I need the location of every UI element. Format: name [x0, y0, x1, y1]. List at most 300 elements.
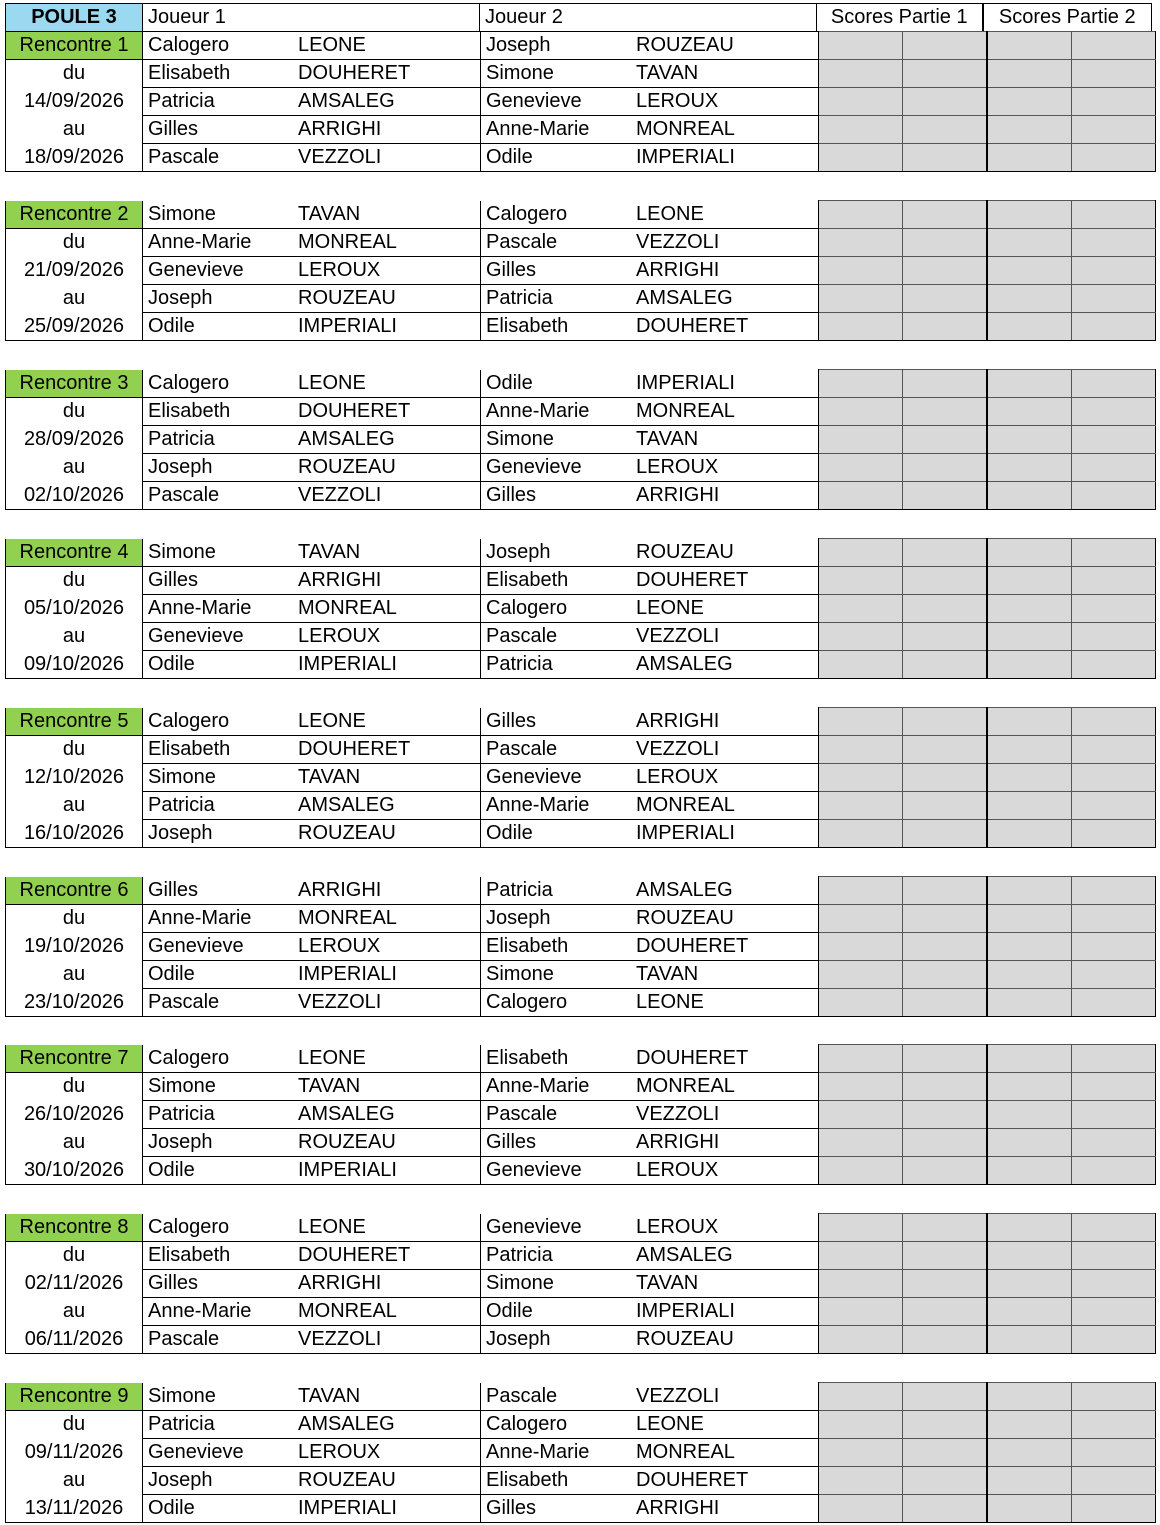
score-p1-game2-cell[interactable]: [987, 1242, 1072, 1270]
player1-first-name: Genevieve: [143, 623, 299, 651]
score-p1-game1-cell[interactable]: [819, 1242, 903, 1270]
score-p2-game1-cell[interactable]: [903, 539, 988, 567]
score-p2-game2-cell[interactable]: [1072, 257, 1156, 285]
score-p1-game1-cell[interactable]: [819, 1157, 903, 1185]
player2-last-name: LEROUX: [636, 454, 819, 482]
player2-first-name: Anne-Marie: [481, 398, 637, 426]
match-row: [6, 905, 1156, 933]
score-p1-game2-cell[interactable]: [987, 1383, 1072, 1411]
score-p1-game1-cell[interactable]: [819, 651, 903, 679]
player2-last-name: DOUHERET: [636, 1467, 819, 1495]
score-p1-game1-cell[interactable]: [819, 60, 903, 88]
score-p1-game1-cell[interactable]: [819, 1495, 903, 1523]
score-p1-game1-cell[interactable]: [819, 1383, 903, 1411]
end-date: 25/09/2026: [6, 313, 143, 341]
score-p1-game2-cell[interactable]: [987, 1073, 1072, 1101]
score-p1-game1-cell[interactable]: [819, 370, 903, 398]
score-p2-game2-cell[interactable]: [1072, 736, 1156, 764]
score-p2-game2-cell[interactable]: [1072, 905, 1156, 933]
score-p2-game1-cell[interactable]: [903, 1326, 988, 1354]
player1-first-name: Simone: [143, 1073, 299, 1101]
score-p1-game1-cell[interactable]: [819, 1214, 903, 1242]
player1-first-name: Genevieve: [143, 1439, 299, 1467]
score-p2-game1-cell[interactable]: [903, 1101, 988, 1129]
score-p2-game2-cell[interactable]: [1072, 1439, 1156, 1467]
player2-last-name: VEZZOLI: [636, 1383, 819, 1411]
player2-last-name: LEONE: [636, 1411, 819, 1439]
score-p1-game2-cell[interactable]: [987, 398, 1072, 426]
player2-first-name: Odile: [481, 820, 637, 848]
score-p2-game1-cell[interactable]: [903, 961, 988, 989]
score-p1-game2-cell[interactable]: [987, 313, 1072, 341]
score-p1-game1-cell[interactable]: [819, 285, 903, 313]
score-p2-game1-cell[interactable]: [903, 1045, 988, 1073]
score-p1-game1-cell[interactable]: [819, 933, 903, 961]
score-p1-game1-cell[interactable]: [819, 1326, 903, 1354]
score-p1-game1-cell[interactable]: [819, 144, 903, 172]
score-p2-game2-cell[interactable]: [1072, 567, 1156, 595]
player2-first-name: Joseph: [481, 1326, 637, 1354]
player1-last-name: IMPERIALI: [298, 313, 481, 341]
score-p2-game2-cell[interactable]: [1072, 989, 1156, 1017]
score-p1-game1-cell[interactable]: [819, 482, 903, 510]
player2-first-name: Simone: [481, 60, 637, 88]
score-p2-game2-cell[interactable]: [1072, 144, 1156, 172]
player2-first-name: Gilles: [481, 1129, 637, 1157]
score-p2-game1-cell[interactable]: [903, 820, 988, 848]
score-p2-game1-cell[interactable]: [903, 708, 988, 736]
player1-last-name: VEZZOLI: [298, 482, 481, 510]
score-p1-game1-cell[interactable]: [819, 116, 903, 144]
score-p2-game1-cell[interactable]: [903, 1073, 988, 1101]
score-p1-game2-cell[interactable]: [987, 877, 1072, 905]
player2-last-name: IMPERIALI: [636, 1298, 819, 1326]
score-p2-game2-cell[interactable]: [1072, 88, 1156, 116]
match-row: [6, 1383, 1156, 1411]
round-table: [5, 538, 1156, 679]
score-p2-game2-cell[interactable]: [1072, 764, 1156, 792]
score-p2-game1-cell[interactable]: [903, 1129, 988, 1157]
score-p2-game2-cell[interactable]: [1072, 877, 1156, 905]
score-p1-game2-cell[interactable]: [987, 708, 1072, 736]
player1-last-name: DOUHERET: [298, 398, 481, 426]
score-p1-game1-cell[interactable]: [819, 257, 903, 285]
score-p1-game1-cell[interactable]: [819, 1101, 903, 1129]
score-p1-game2-cell[interactable]: [987, 32, 1072, 60]
player1-last-name: TAVAN: [298, 764, 481, 792]
round-label: Rencontre 8: [6, 1214, 143, 1242]
score-p2-game2-cell[interactable]: [1072, 820, 1156, 848]
round-label: Rencontre 5: [6, 708, 143, 736]
score-p2-game2-cell[interactable]: [1072, 285, 1156, 313]
player1-last-name: LEONE: [298, 1214, 481, 1242]
score-p1-game2-cell[interactable]: [987, 933, 1072, 961]
score-p2-game1-cell[interactable]: [903, 257, 988, 285]
player2-last-name: DOUHERET: [636, 313, 819, 341]
score-p1-game1-cell[interactable]: [819, 792, 903, 820]
player1-first-name: Gilles: [143, 567, 299, 595]
score-p2-game1-cell[interactable]: [903, 1383, 988, 1411]
score-p1-game1-cell[interactable]: [819, 454, 903, 482]
score-p2-game2-cell[interactable]: [1072, 482, 1156, 510]
score-p2-game1-cell[interactable]: [903, 736, 988, 764]
match-row: [6, 1101, 1156, 1129]
score-p1-game2-cell[interactable]: [987, 201, 1072, 229]
player1-first-name: Simone: [143, 539, 299, 567]
score-p2-game1-cell[interactable]: [903, 370, 988, 398]
score-p2-game1-cell[interactable]: [903, 1298, 988, 1326]
player2-first-name: Calogero: [481, 1411, 637, 1439]
score-p1-game1-cell[interactable]: [819, 1270, 903, 1298]
round-label: Rencontre 1: [6, 32, 143, 60]
player1-first-name: Calogero: [143, 1045, 299, 1073]
match-row: [6, 1439, 1156, 1467]
score-p1-game1-cell[interactable]: [819, 961, 903, 989]
player2-first-name: Joseph: [481, 905, 637, 933]
score-p2-game1-cell[interactable]: [903, 989, 988, 1017]
match-row: [6, 1129, 1156, 1157]
score-p2-game1-cell[interactable]: [903, 1411, 988, 1439]
score-p1-game1-cell[interactable]: [819, 820, 903, 848]
score-p2-game1-cell[interactable]: [903, 1495, 988, 1523]
score-p2-game2-cell[interactable]: [1072, 398, 1156, 426]
score-p1-game1-cell[interactable]: [819, 567, 903, 595]
player1-last-name: MONREAL: [298, 1298, 481, 1326]
player1-last-name: DOUHERET: [298, 736, 481, 764]
player2-first-name: Anne-Marie: [481, 792, 637, 820]
score-p2-game2-cell[interactable]: [1072, 116, 1156, 144]
player1-first-name: Pascale: [143, 989, 299, 1017]
score-p1-game2-cell[interactable]: [987, 1467, 1072, 1495]
score-p2-game1-cell[interactable]: [903, 60, 988, 88]
player2-last-name: ARRIGHI: [636, 708, 819, 736]
match-row: [6, 1214, 1156, 1242]
score-p1-game1-cell[interactable]: [819, 736, 903, 764]
player2-last-name: IMPERIALI: [636, 144, 819, 172]
score-p1-game1-cell[interactable]: [819, 905, 903, 933]
score-p2-game1-cell[interactable]: [903, 88, 988, 116]
match-row: [6, 961, 1156, 989]
score-p2-game2-cell[interactable]: [1072, 792, 1156, 820]
player1-last-name: AMSALEG: [298, 792, 481, 820]
player1-last-name: DOUHERET: [298, 60, 481, 88]
score-p1-game2-cell[interactable]: [987, 567, 1072, 595]
player1-first-name: Pascale: [143, 482, 299, 510]
score-p1-game1-cell[interactable]: [819, 595, 903, 623]
date-from-label: du: [6, 736, 143, 764]
player2-first-name: Anne-Marie: [481, 1073, 637, 1101]
score-p2-game1-cell[interactable]: [903, 398, 988, 426]
score-p2-game2-cell[interactable]: [1072, 623, 1156, 651]
player2-first-name: Pascale: [481, 736, 637, 764]
score-p2-game1-cell[interactable]: [903, 482, 988, 510]
player1-first-name: Genevieve: [143, 933, 299, 961]
player2-first-name: Anne-Marie: [481, 116, 637, 144]
player2-first-name: Elisabeth: [481, 1045, 637, 1073]
player2-first-name: Simone: [481, 1270, 637, 1298]
match-row: [6, 1073, 1156, 1101]
score-p1-game2-cell[interactable]: [987, 989, 1072, 1017]
score-p1-game1-cell[interactable]: [819, 764, 903, 792]
score-p2-game2-cell[interactable]: [1072, 1411, 1156, 1439]
match-row: [6, 595, 1156, 623]
score-p2-game2-cell[interactable]: [1072, 1298, 1156, 1326]
score-p1-game2-cell[interactable]: [987, 905, 1072, 933]
score-p1-game1-cell[interactable]: [819, 623, 903, 651]
score-p2-game1-cell[interactable]: [903, 651, 988, 679]
score-p1-game2-cell[interactable]: [987, 144, 1072, 172]
player1-last-name: ROUZEAU: [298, 820, 481, 848]
player2-last-name: TAVAN: [636, 1270, 819, 1298]
score-p1-game1-cell[interactable]: [819, 1045, 903, 1073]
score-p1-game2-cell[interactable]: [987, 1045, 1072, 1073]
score-p1-game2-cell[interactable]: [987, 736, 1072, 764]
score-p2-game1-cell[interactable]: [903, 1270, 988, 1298]
score-p2-game1-cell[interactable]: [903, 933, 988, 961]
score-p2-game2-cell[interactable]: [1072, 201, 1156, 229]
end-date: 23/10/2026: [6, 989, 143, 1017]
score-p2-game2-cell[interactable]: [1072, 1073, 1156, 1101]
score-p1-game2-cell[interactable]: [987, 1157, 1072, 1185]
score-p2-game1-cell[interactable]: [903, 1214, 988, 1242]
score-p2-game1-cell[interactable]: [903, 1157, 988, 1185]
score-p1-game1-cell[interactable]: [819, 201, 903, 229]
player2-first-name: Elisabeth: [481, 313, 637, 341]
date-from-label: du: [6, 905, 143, 933]
player1-last-name: LEROUX: [298, 623, 481, 651]
score-p2-game1-cell[interactable]: [903, 792, 988, 820]
score-p1-game2-cell[interactable]: [987, 1129, 1072, 1157]
player2-last-name: VEZZOLI: [636, 736, 819, 764]
score-p2-game2-cell[interactable]: [1072, 1326, 1156, 1354]
score-p1-game2-cell[interactable]: [987, 285, 1072, 313]
player1-first-name: Anne-Marie: [143, 905, 299, 933]
score-p2-game2-cell[interactable]: [1072, 1157, 1156, 1185]
round-table: [5, 707, 1156, 848]
score-p2-game1-cell[interactable]: [903, 144, 988, 172]
score-p1-game1-cell[interactable]: [819, 32, 903, 60]
score-p2-game2-cell[interactable]: [1072, 1270, 1156, 1298]
score-p1-game2-cell[interactable]: [987, 651, 1072, 679]
score-p2-game2-cell[interactable]: [1072, 539, 1156, 567]
player2-last-name: MONREAL: [636, 116, 819, 144]
date-from-label: du: [6, 1073, 143, 1101]
player1-last-name: LEROUX: [298, 933, 481, 961]
score-p2-game1-cell[interactable]: [903, 623, 988, 651]
score-p2-game1-cell[interactable]: [903, 201, 988, 229]
score-p2-game2-cell[interactable]: [1072, 595, 1156, 623]
score-p2-game1-cell[interactable]: [903, 285, 988, 313]
player1-header: Joueur 1: [143, 4, 480, 32]
score-p2-game2-cell[interactable]: [1072, 1129, 1156, 1157]
match-row: [6, 1495, 1156, 1523]
score-p1-game1-cell[interactable]: [819, 1439, 903, 1467]
player2-last-name: LEROUX: [636, 1214, 819, 1242]
score-p2-game1-cell[interactable]: [903, 905, 988, 933]
score-p2-game2-cell[interactable]: [1072, 1101, 1156, 1129]
player1-last-name: AMSALEG: [298, 88, 481, 116]
match-row: [6, 454, 1156, 482]
score-p1-game1-cell[interactable]: [819, 1298, 903, 1326]
score-p1-game1-cell[interactable]: [819, 88, 903, 116]
score-p2-game1-cell[interactable]: [903, 1439, 988, 1467]
player1-last-name: LEROUX: [298, 1439, 481, 1467]
score-p1-game1-cell[interactable]: [819, 426, 903, 454]
player1-last-name: IMPERIALI: [298, 961, 481, 989]
score-p2-game1-cell[interactable]: [903, 116, 988, 144]
score-p1-game2-cell[interactable]: [987, 60, 1072, 88]
score-p1-game2-cell[interactable]: [987, 764, 1072, 792]
match-row: [6, 792, 1156, 820]
score-p1-game2-cell[interactable]: [987, 454, 1072, 482]
player1-last-name: IMPERIALI: [298, 651, 481, 679]
match-row: [6, 285, 1156, 313]
score-p1-game2-cell[interactable]: [987, 820, 1072, 848]
pool-label: POULE 3: [6, 4, 143, 32]
score-p2-game1-cell[interactable]: [903, 454, 988, 482]
score-p1-game2-cell[interactable]: [987, 426, 1072, 454]
score-p2-game2-cell[interactable]: [1072, 454, 1156, 482]
score-p1-game2-cell[interactable]: [987, 539, 1072, 567]
player1-first-name: Patricia: [143, 792, 299, 820]
player2-last-name: ROUZEAU: [636, 539, 819, 567]
score-p2-game2-cell[interactable]: [1072, 1383, 1156, 1411]
player2-first-name: Anne-Marie: [481, 1439, 637, 1467]
player1-first-name: Odile: [143, 651, 299, 679]
score-p1-game1-cell[interactable]: [819, 708, 903, 736]
score-p2-game2-cell[interactable]: [1072, 708, 1156, 736]
player2-first-name: Patricia: [481, 877, 637, 905]
score-p2-game1-cell[interactable]: [903, 313, 988, 341]
score-p1-game2-cell[interactable]: [987, 116, 1072, 144]
header-row: [5, 3, 1152, 32]
score-p1-game2-cell[interactable]: [987, 1439, 1072, 1467]
score-p1-game2-cell[interactable]: [987, 370, 1072, 398]
score-p2-game2-cell[interactable]: [1072, 32, 1156, 60]
player1-first-name: Joseph: [143, 1129, 299, 1157]
player2-last-name: VEZZOLI: [636, 229, 819, 257]
score-p1-game2-cell[interactable]: [987, 1101, 1072, 1129]
score-p1-game2-cell[interactable]: [987, 257, 1072, 285]
player1-last-name: IMPERIALI: [298, 1495, 481, 1523]
score-p1-game1-cell[interactable]: [819, 877, 903, 905]
player2-last-name: AMSALEG: [636, 1242, 819, 1270]
match-row: [6, 257, 1156, 285]
player1-first-name: Calogero: [143, 32, 299, 60]
score-p2-game1-cell[interactable]: [903, 32, 988, 60]
score-p2-game2-cell[interactable]: [1072, 1467, 1156, 1495]
round-table: [5, 876, 1156, 1017]
player1-first-name: Patricia: [143, 426, 299, 454]
score-p2-game2-cell[interactable]: [1072, 961, 1156, 989]
score-p1-game2-cell[interactable]: [987, 482, 1072, 510]
score-p1-game1-cell[interactable]: [819, 1073, 903, 1101]
score-p1-game2-cell[interactable]: [987, 1270, 1072, 1298]
start-date: 28/09/2026: [6, 426, 143, 454]
score-p1-game1-cell[interactable]: [819, 398, 903, 426]
match-row: [6, 32, 1156, 60]
score-p1-game1-cell[interactable]: [819, 539, 903, 567]
player2-last-name: ROUZEAU: [636, 905, 819, 933]
score-p2-game2-cell[interactable]: [1072, 60, 1156, 88]
player1-last-name: ARRIGHI: [298, 567, 481, 595]
score-p1-game2-cell[interactable]: [987, 1495, 1072, 1523]
score-p2-game1-cell[interactable]: [903, 567, 988, 595]
score-p2-game1-cell[interactable]: [903, 426, 988, 454]
score-p1-game2-cell[interactable]: [987, 1298, 1072, 1326]
score-p1-game2-cell[interactable]: [987, 88, 1072, 116]
score-p1-game2-cell[interactable]: [987, 1214, 1072, 1242]
score-p2-game2-cell[interactable]: [1072, 370, 1156, 398]
player1-last-name: AMSALEG: [298, 1101, 481, 1129]
score-p2-game2-cell[interactable]: [1072, 1242, 1156, 1270]
player1-last-name: AMSALEG: [298, 426, 481, 454]
score-p1-game1-cell[interactable]: [819, 989, 903, 1017]
score-p2-game1-cell[interactable]: [903, 764, 988, 792]
match-row: [6, 651, 1156, 679]
score-p2-game1-cell[interactable]: [903, 595, 988, 623]
player2-last-name: ARRIGHI: [636, 1129, 819, 1157]
player1-last-name: VEZZOLI: [298, 144, 481, 172]
score-p1-game1-cell[interactable]: [819, 1411, 903, 1439]
player1-first-name: Genevieve: [143, 257, 299, 285]
score-p2-game2-cell[interactable]: [1072, 313, 1156, 341]
score-p2-game2-cell[interactable]: [1072, 229, 1156, 257]
score-p1-game1-cell[interactable]: [819, 1129, 903, 1157]
match-row: [6, 1467, 1156, 1495]
score-p2-game1-cell[interactable]: [903, 1467, 988, 1495]
end-date: 13/11/2026: [6, 1495, 143, 1523]
date-to-label: au: [6, 1298, 143, 1326]
score-p2-game2-cell[interactable]: [1072, 1045, 1156, 1073]
player1-last-name: TAVAN: [298, 1383, 481, 1411]
player2-last-name: ARRIGHI: [636, 482, 819, 510]
player1-first-name: Calogero: [143, 370, 299, 398]
player1-first-name: Gilles: [143, 1270, 299, 1298]
score-p1-game2-cell[interactable]: [987, 229, 1072, 257]
match-row: [6, 623, 1156, 651]
match-row: [6, 201, 1156, 229]
score-p2-game2-cell[interactable]: [1072, 933, 1156, 961]
end-date: 16/10/2026: [6, 820, 143, 848]
player2-first-name: Elisabeth: [481, 1467, 637, 1495]
score-p1-game2-cell[interactable]: [987, 1411, 1072, 1439]
score-p1-game2-cell[interactable]: [987, 961, 1072, 989]
player1-first-name: Patricia: [143, 88, 299, 116]
player1-first-name: Anne-Marie: [143, 595, 299, 623]
score-p2-game2-cell[interactable]: [1072, 1214, 1156, 1242]
player2-last-name: ROUZEAU: [636, 1326, 819, 1354]
score-p2-game1-cell[interactable]: [903, 877, 988, 905]
score-p1-game1-cell[interactable]: [819, 229, 903, 257]
score-p2-game2-cell[interactable]: [1072, 651, 1156, 679]
score-p1-game1-cell[interactable]: [819, 313, 903, 341]
player1-last-name: LEONE: [298, 708, 481, 736]
score-p2-game1-cell[interactable]: [903, 1242, 988, 1270]
date-to-label: au: [6, 1129, 143, 1157]
player1-last-name: LEROUX: [298, 257, 481, 285]
player1-first-name: Elisabeth: [143, 60, 299, 88]
score-p1-game2-cell[interactable]: [987, 623, 1072, 651]
score-p2-game2-cell[interactable]: [1072, 426, 1156, 454]
score-p1-game2-cell[interactable]: [987, 595, 1072, 623]
score-p1-game2-cell[interactable]: [987, 792, 1072, 820]
score-p1-game1-cell[interactable]: [819, 1467, 903, 1495]
score-p2-game1-cell[interactable]: [903, 229, 988, 257]
player2-last-name: LEROUX: [636, 88, 819, 116]
score-p2-game2-cell[interactable]: [1072, 1495, 1156, 1523]
score-p1-game2-cell[interactable]: [987, 1326, 1072, 1354]
